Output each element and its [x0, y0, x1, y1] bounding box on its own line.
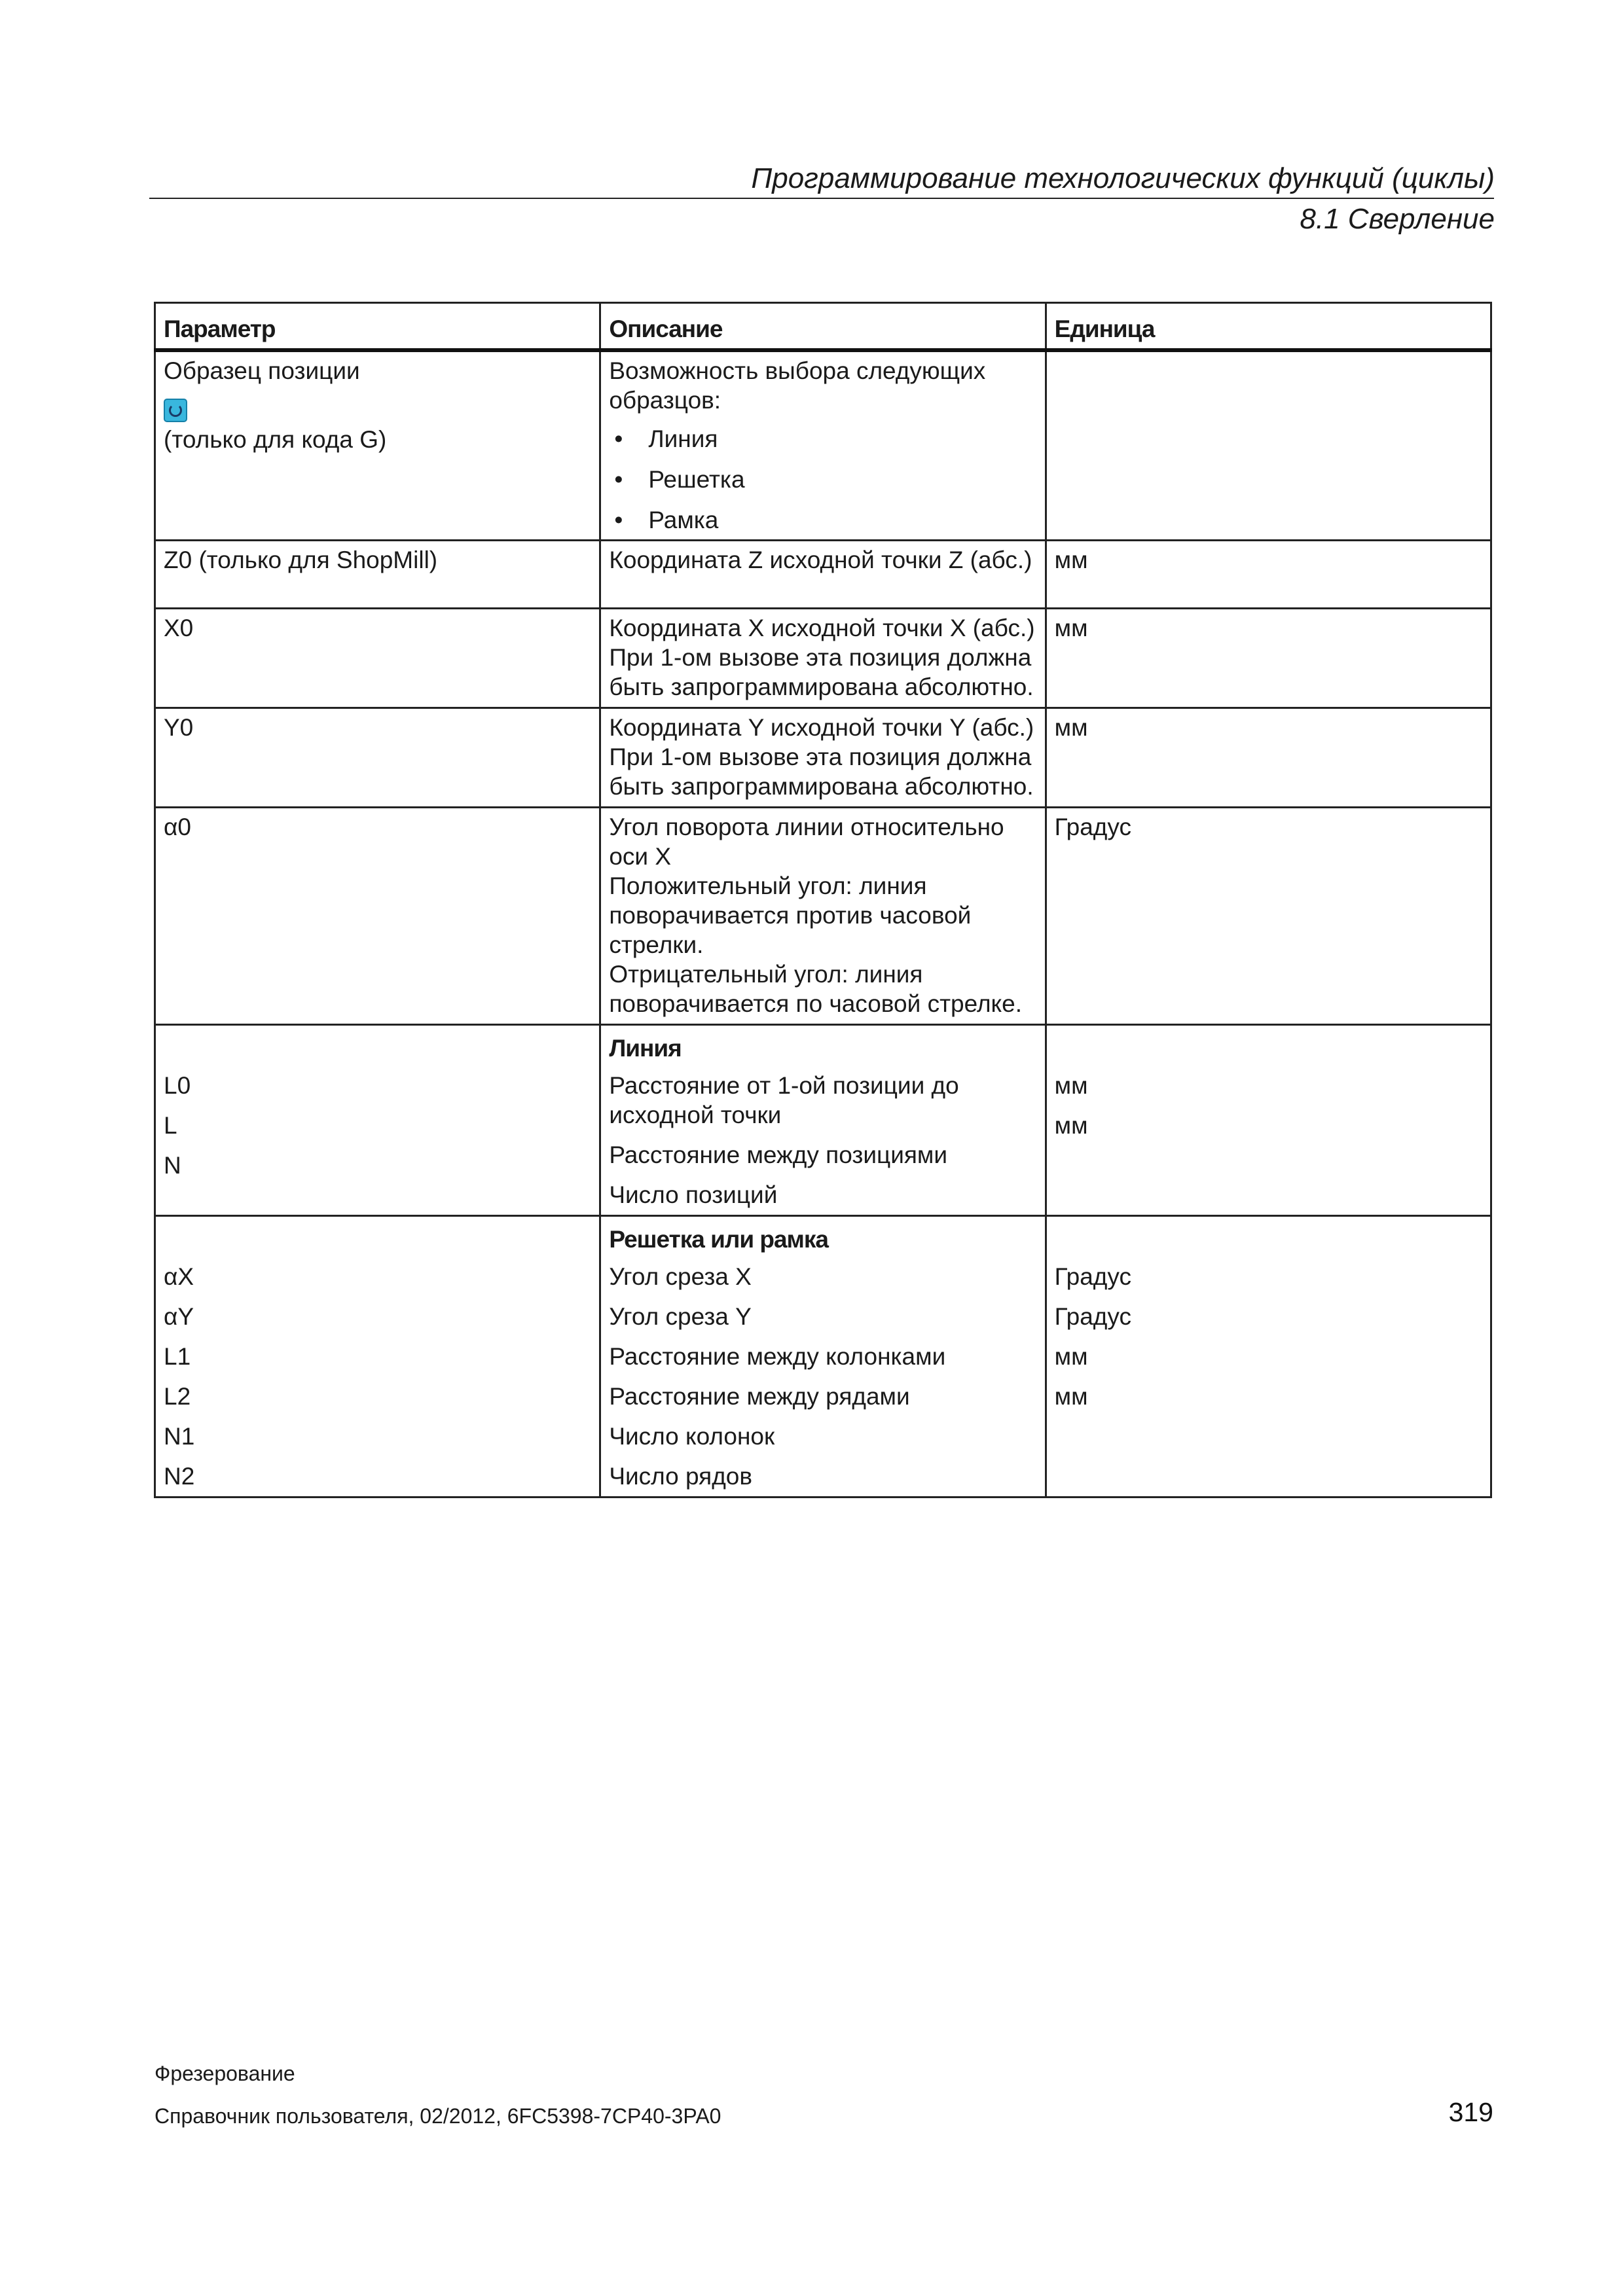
option-label: Решетка: [648, 466, 745, 493]
option-label: Линия: [648, 425, 718, 452]
param-name: Образец позиции: [164, 357, 360, 384]
table-block-line: [155, 1025, 1491, 1216]
unit-cell: мм: [1046, 708, 1491, 808]
list-item: [609, 465, 1036, 505]
unit-value: мм: [1054, 1072, 1088, 1099]
description-line: Расстояние между рядами: [609, 1383, 910, 1410]
list-item: [609, 424, 1036, 465]
unit-value: мм: [1054, 1343, 1088, 1370]
header-unit: Единица: [1046, 303, 1491, 351]
description-cell: [600, 1216, 1046, 1498]
param-name: αY: [164, 1303, 194, 1330]
description-line: Координата Y исходной точки Y (абс.): [609, 714, 1034, 741]
param-cell: [155, 1216, 600, 1498]
list-item: [609, 505, 1036, 534]
param-name: αX: [164, 1263, 194, 1290]
table-row-y0: [155, 708, 1491, 808]
footer-manual-info: Справочник пользователя, 02/2012, 6FC5398-7CP40-3PA0: [155, 2104, 721, 2128]
param-cell: [155, 350, 600, 541]
param-name: L2: [164, 1383, 191, 1410]
param-name: L0: [164, 1072, 191, 1099]
table-row-a0: [155, 808, 1491, 1025]
param-name: N1: [164, 1423, 195, 1450]
pattern-options-list: [609, 424, 1036, 534]
block-title: Решетка или рамка: [609, 1226, 829, 1253]
unit-cell: [1046, 1216, 1491, 1498]
param-cell: X0: [155, 609, 600, 708]
param-cell: Z0 (только для ShopMill): [155, 541, 600, 609]
bullet-icon: •: [614, 507, 623, 533]
unit-value: Градус: [1054, 1263, 1131, 1290]
parameter-table: [154, 302, 1492, 1498]
unit-value: Градус: [1054, 1303, 1131, 1330]
description-line: Число рядов: [609, 1463, 753, 1490]
block-title: Линия: [609, 1035, 682, 1062]
table-row-z0: [155, 541, 1491, 609]
unit-value: мм: [1054, 1383, 1088, 1410]
unit-cell: [1046, 350, 1491, 541]
description-cell: [600, 350, 1046, 541]
param-note: (только для кода G): [164, 426, 387, 453]
footer-manual-title: Фрезерование: [155, 2062, 295, 2085]
description-cell: Координата Z исходной точки Z (абс.): [600, 541, 1046, 609]
bullet-icon: •: [614, 466, 623, 493]
unit-cell: мм: [1046, 541, 1491, 609]
option-label: Рамка: [648, 507, 719, 533]
unit-cell: мм: [1046, 609, 1491, 708]
description-line: Координата X исходной точки X (абс.): [609, 615, 1035, 641]
header-description: Описание: [600, 303, 1046, 351]
description-line: Расстояние от 1-ой позиции до исходной точки: [609, 1072, 959, 1128]
header-param: Параметр: [155, 303, 600, 351]
header-rule: [149, 198, 1494, 199]
description-cell: [600, 808, 1046, 1025]
unit-cell: [1046, 1025, 1491, 1216]
description-cell: [600, 708, 1046, 808]
unit-cell: Градус: [1046, 808, 1491, 1025]
description-cell: [600, 609, 1046, 708]
table-row-x0: [155, 609, 1491, 708]
description-cell: [600, 1025, 1046, 1216]
description-line: Число колонок: [609, 1423, 775, 1450]
description-line: Угол среза X: [609, 1263, 752, 1290]
description-line: При 1-ом вызове эта позиция должна быть запрограммирована абсолютно.: [609, 744, 1034, 800]
table-header-row: [155, 303, 1491, 351]
table-row-pattern: [155, 350, 1491, 541]
unit-value: мм: [1054, 1112, 1088, 1139]
description-line: Число позиций: [609, 1181, 778, 1208]
description-line: Угол поворота линии относительно оси X: [609, 814, 1004, 870]
description-text: Возможность выбора следующих образцов:: [609, 357, 986, 414]
description-line: Положительный угол: линия поворачивается против часовой стрелки.: [609, 872, 972, 958]
description-line: При 1-ом вызове эта позиция должна быть запрограммирована абсолютно.: [609, 644, 1034, 700]
param-name: L: [164, 1112, 177, 1139]
page-number: 319: [1448, 2097, 1493, 2127]
description-line: Расстояние между позициями: [609, 1141, 948, 1168]
table-block-grid: [155, 1216, 1491, 1498]
param-name: N: [164, 1152, 181, 1179]
description-line: Угол среза Y: [609, 1303, 752, 1330]
param-name: N2: [164, 1463, 195, 1490]
section-title: 8.1 Сверление: [1300, 203, 1495, 235]
chapter-title: Программирование технологических функций (циклы): [751, 162, 1495, 194]
pattern-cycle-icon: [164, 399, 187, 422]
param-cell: [155, 1025, 600, 1216]
bullet-icon: •: [614, 425, 623, 452]
param-cell: Y0: [155, 708, 600, 808]
description-line: Отрицательный угол: линия поворачивается по часовой стрелке.: [609, 961, 1022, 1017]
param-cell: α0: [155, 808, 600, 1025]
description-line: Расстояние между колонками: [609, 1343, 946, 1370]
param-name: L1: [164, 1343, 191, 1370]
